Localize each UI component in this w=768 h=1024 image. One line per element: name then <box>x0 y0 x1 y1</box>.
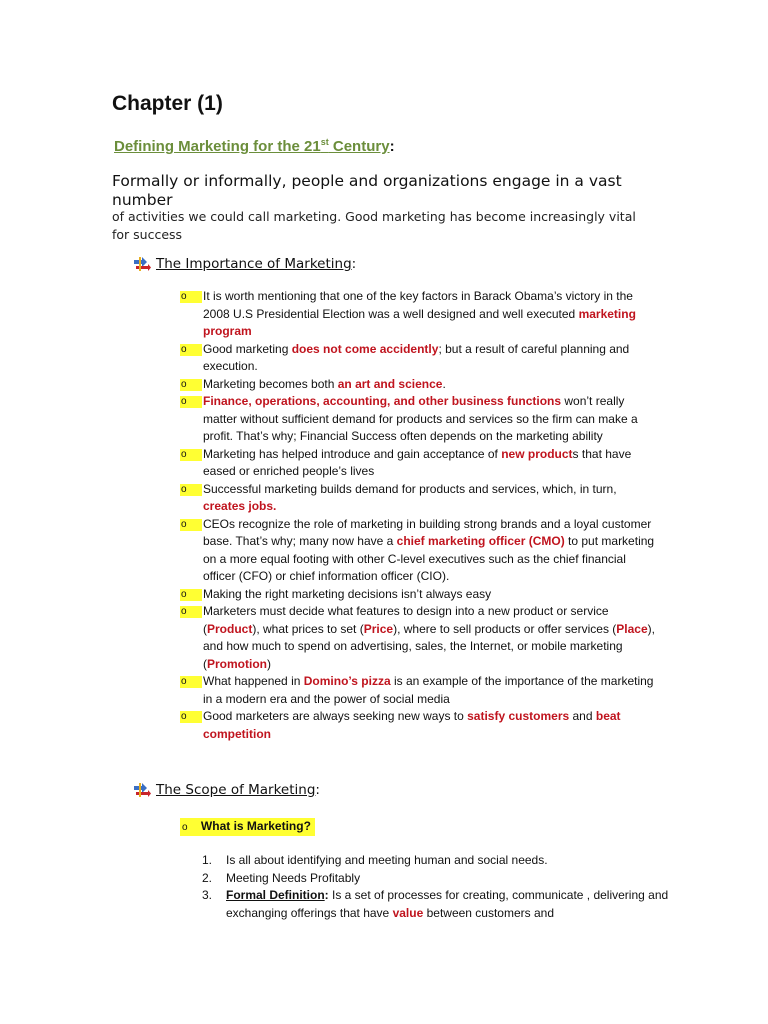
item-text: Is all about identifying and meeting human and social needs. <box>226 853 548 867</box>
item-number: 1. <box>202 853 213 867</box>
scope-colon: : <box>315 782 320 798</box>
highlighted-text: creates jobs. <box>203 499 277 513</box>
bullet-text: Successful marketing builds demand for products and services, which, in turn, <box>203 481 617 496</box>
highlighted-text: satisfy customers <box>467 709 570 723</box>
item-text: : <box>324 888 329 902</box>
bullet-text: ), where to sell products or offer services ( <box>393 621 617 636</box>
formal-definition-label: Formal Definition <box>226 888 325 902</box>
highlighted-text: Price <box>363 621 394 636</box>
bullet-text: It is worth mentioning that one of the key factors in Barack Obama’s victory in the 2008 U.S Presidential Election was a well designed and well executed <box>203 289 633 321</box>
bullet-item <box>180 481 660 516</box>
what-is-marketing-item <box>180 818 315 836</box>
definition-numbered-list <box>202 852 672 922</box>
highlighted-text: chief marketing officer (CMO) <box>396 534 565 548</box>
bullet-item <box>180 376 660 394</box>
highlighted-text: Product <box>207 621 253 636</box>
bullet-text: Marketing has helped introduce and gain acceptance of <box>203 446 502 461</box>
bullet-item <box>180 446 660 481</box>
bullet-text: is an example of the importance of the marketing in a modern era and the power of social media <box>203 674 654 706</box>
highlighted-text: new product <box>501 446 573 461</box>
bullet-marker: o <box>180 711 202 723</box>
bullet-marker: o <box>180 344 202 356</box>
section-heading <box>114 137 395 155</box>
bullet-text: Good marketers are always seeking new ways to <box>203 709 468 723</box>
bullet-marker: o <box>180 291 202 303</box>
what-is-label: What is Marketing? <box>200 819 311 833</box>
highlighted-text: beat competition <box>203 709 621 741</box>
item-number: 2. <box>202 870 213 885</box>
bullet-marker: o <box>180 396 202 408</box>
bullet-item <box>180 603 660 673</box>
bullet-item <box>180 586 660 604</box>
highlighted-text: Place <box>616 621 648 636</box>
bullet-text: ) <box>267 656 271 671</box>
chapter-title: Chapter (1) <box>112 92 223 115</box>
bullet-text: . <box>442 376 446 391</box>
bullet-item <box>180 288 660 341</box>
highlighted-text: does not come accidently <box>291 341 439 356</box>
bullet-text: CEOs recognize the role of marketing in building strong brands and a loyal customer base. That’s why; many now have a <box>203 516 652 548</box>
intro-small-text: of activities we could call marketing. Good marketing has become increasingly vital for success <box>112 209 636 242</box>
bullet-marker: o <box>180 589 202 601</box>
item-text: Meeting Needs Profitably <box>226 870 361 885</box>
bullet-text: What happened in <box>203 674 304 688</box>
importance-colon: : <box>351 256 357 272</box>
intro-large-text: Formally or informally, people and organizations engage in a vast number <box>112 172 622 209</box>
bullet-text: ), and how much to spend on advertising, sales, the Internet, or mobile marketing ( <box>203 621 655 671</box>
what-is-marker: o <box>182 822 188 833</box>
bullet-item <box>180 516 660 586</box>
numbered-item <box>202 852 672 870</box>
arrow-bullet-icon <box>134 257 152 271</box>
highlighted-text: Finance, operations, accounting, and other business functions <box>203 394 562 408</box>
bullet-item <box>180 673 660 708</box>
bullet-text: Marketers must decide what features to design into a new product or service ( <box>203 604 609 636</box>
numbered-item <box>202 870 672 888</box>
bullet-text: Good marketing <box>203 341 292 356</box>
item-text: between customers and <box>423 905 555 920</box>
highlighted-text: value <box>392 905 424 920</box>
bullet-item <box>180 708 660 743</box>
bullet-text: ), what prices to set ( <box>252 621 364 636</box>
bullet-text: s that have eased or enriched people’s lives <box>203 446 632 478</box>
heading-superscript: st <box>320 137 329 147</box>
bullet-text: won’t really matter without sufficient demand for products and services so the firm can make a profit. That’s why; Financial Success often depends on the marketing ability <box>203 394 638 443</box>
bullet-text: ; but a result of careful planning and execution. <box>203 341 630 373</box>
bullet-item <box>180 341 660 376</box>
scope-heading <box>134 782 320 798</box>
heading-tail: Century <box>328 138 390 155</box>
importance-bullet-list <box>180 288 660 743</box>
bullet-marker: o <box>180 379 202 391</box>
heading-colon: : <box>389 138 395 155</box>
arrow-bullet-icon <box>134 783 152 797</box>
bullet-marker: o <box>180 484 202 496</box>
bullet-text: Making the right marketing decisions isn’t always easy <box>203 586 492 601</box>
heading-text <box>114 138 390 155</box>
numbered-item <box>202 887 672 922</box>
item-number: 3. <box>202 888 213 902</box>
heading-main: Defining Marketing for the 21 <box>114 138 321 155</box>
scope-title: The Scope of Marketing <box>156 782 316 798</box>
importance-title: The Importance of Marketing <box>156 256 352 272</box>
bullet-marker: o <box>180 606 202 618</box>
bullet-marker: o <box>180 676 202 688</box>
highlighted-text: an art and science <box>337 376 443 391</box>
bullet-item <box>180 393 660 446</box>
highlighted-text: Promotion <box>207 656 267 671</box>
bullet-text: Marketing becomes both <box>203 376 338 391</box>
bullet-text: and <box>569 709 596 723</box>
importance-heading <box>134 256 356 272</box>
bullet-marker: o <box>180 449 202 461</box>
highlighted-text: marketing program <box>203 306 636 338</box>
highlighted-text: Domino’s pizza <box>303 674 391 688</box>
bullet-text: to put marketing on a more equal footing with other C-level executives such as the chief financial officer (CFO) or chief information officer (CIO). <box>203 534 655 583</box>
item-text: Is a set of processes for creating, communicate , delivering and exchanging offerings that have <box>226 888 669 920</box>
bullet-marker: o <box>180 519 202 531</box>
